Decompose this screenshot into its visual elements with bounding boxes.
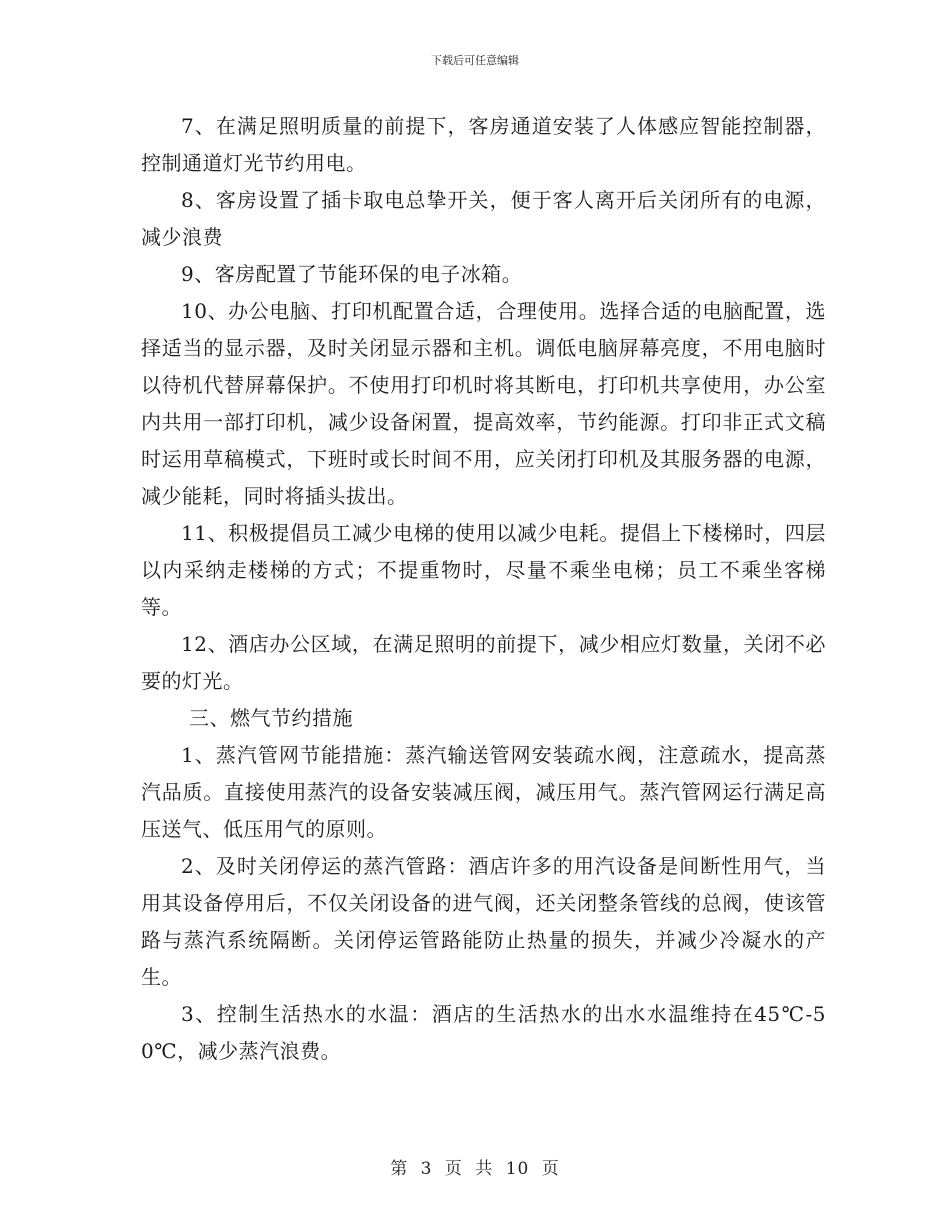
paragraph-10: 10、办公电脑、打印机配置合适，合理使用。选择合适的电脑配置，选择适当的显示器，及时关闭显示器和主机。调低电脑屏幕亮度，不用电脑时以待机代替屏幕保护。不使用打印机时将其断电，打印机共享使用，办公室内共用一部打印机，减少设备闲置，提高效率，节约能源。打印非正式文稿时运用草稿模式，下班时或长时间不用，应关闭打印机及其服务器的电源，减少能耗，同时将插头拔出。 [141,299,826,508]
paragraph-7: 7、在满足照明质量的前提下，客房通道安装了人体感应智能控制器，控制通道灯光节约用电。 [141,114,826,175]
section-heading-gas: 三、燃气节约措施 [189,706,353,730]
paragraph-8: 8、客房设置了插卡取电总挚开关，便于客人离开后关闭所有的电源，减少浪费 [141,188,826,249]
document-body [141,108,826,1070]
paragraph-12: 12、酒店办公区域，在满足照明的前提下，减少相应灯数量，关闭不必要的灯光。 [141,632,826,693]
paragraph-gas-2: 2、及时关闭停运的蒸汽管路：酒店许多的用汽设备是间断性用气，当用其设备停用后，不仅关闭设备的进气阀，还关闭整条管线的总阀，使该管路与蒸汽系统隔断。关闭停运管路能防止热量的损失，并减少冷凝水的产生。 [141,854,826,989]
paragraph-gas-3: 3、控制生活热水的水温：酒店的生活热水的出水水温维持在45℃-50℃，减少蒸汽浪费。 [141,1002,826,1063]
page-header: 下载后可任意编辑 [431,54,519,67]
paragraph-gas-1: 1、蒸汽管网节能措施：蒸汽输送管网安装疏水阀，注意疏水，提高蒸汽品质。直接使用蒸汽的设备安装减压阀，减压用气。蒸汽管网运行满足高压送气、低压用气的原则。 [141,743,826,841]
paragraph-9: 9、客房配置了节能环保的电子冰箱。 [181,262,523,286]
page-footer: 第 3 页 共 10 页 [390,1159,560,1179]
paragraph-11: 11、积极提倡员工减少电梯的使用以减少电耗。提倡上下楼梯时，四层以内采纳走楼梯的方式；不提重物时，尽量不乘坐电梯；员工不乘坐客梯等。 [141,521,826,619]
